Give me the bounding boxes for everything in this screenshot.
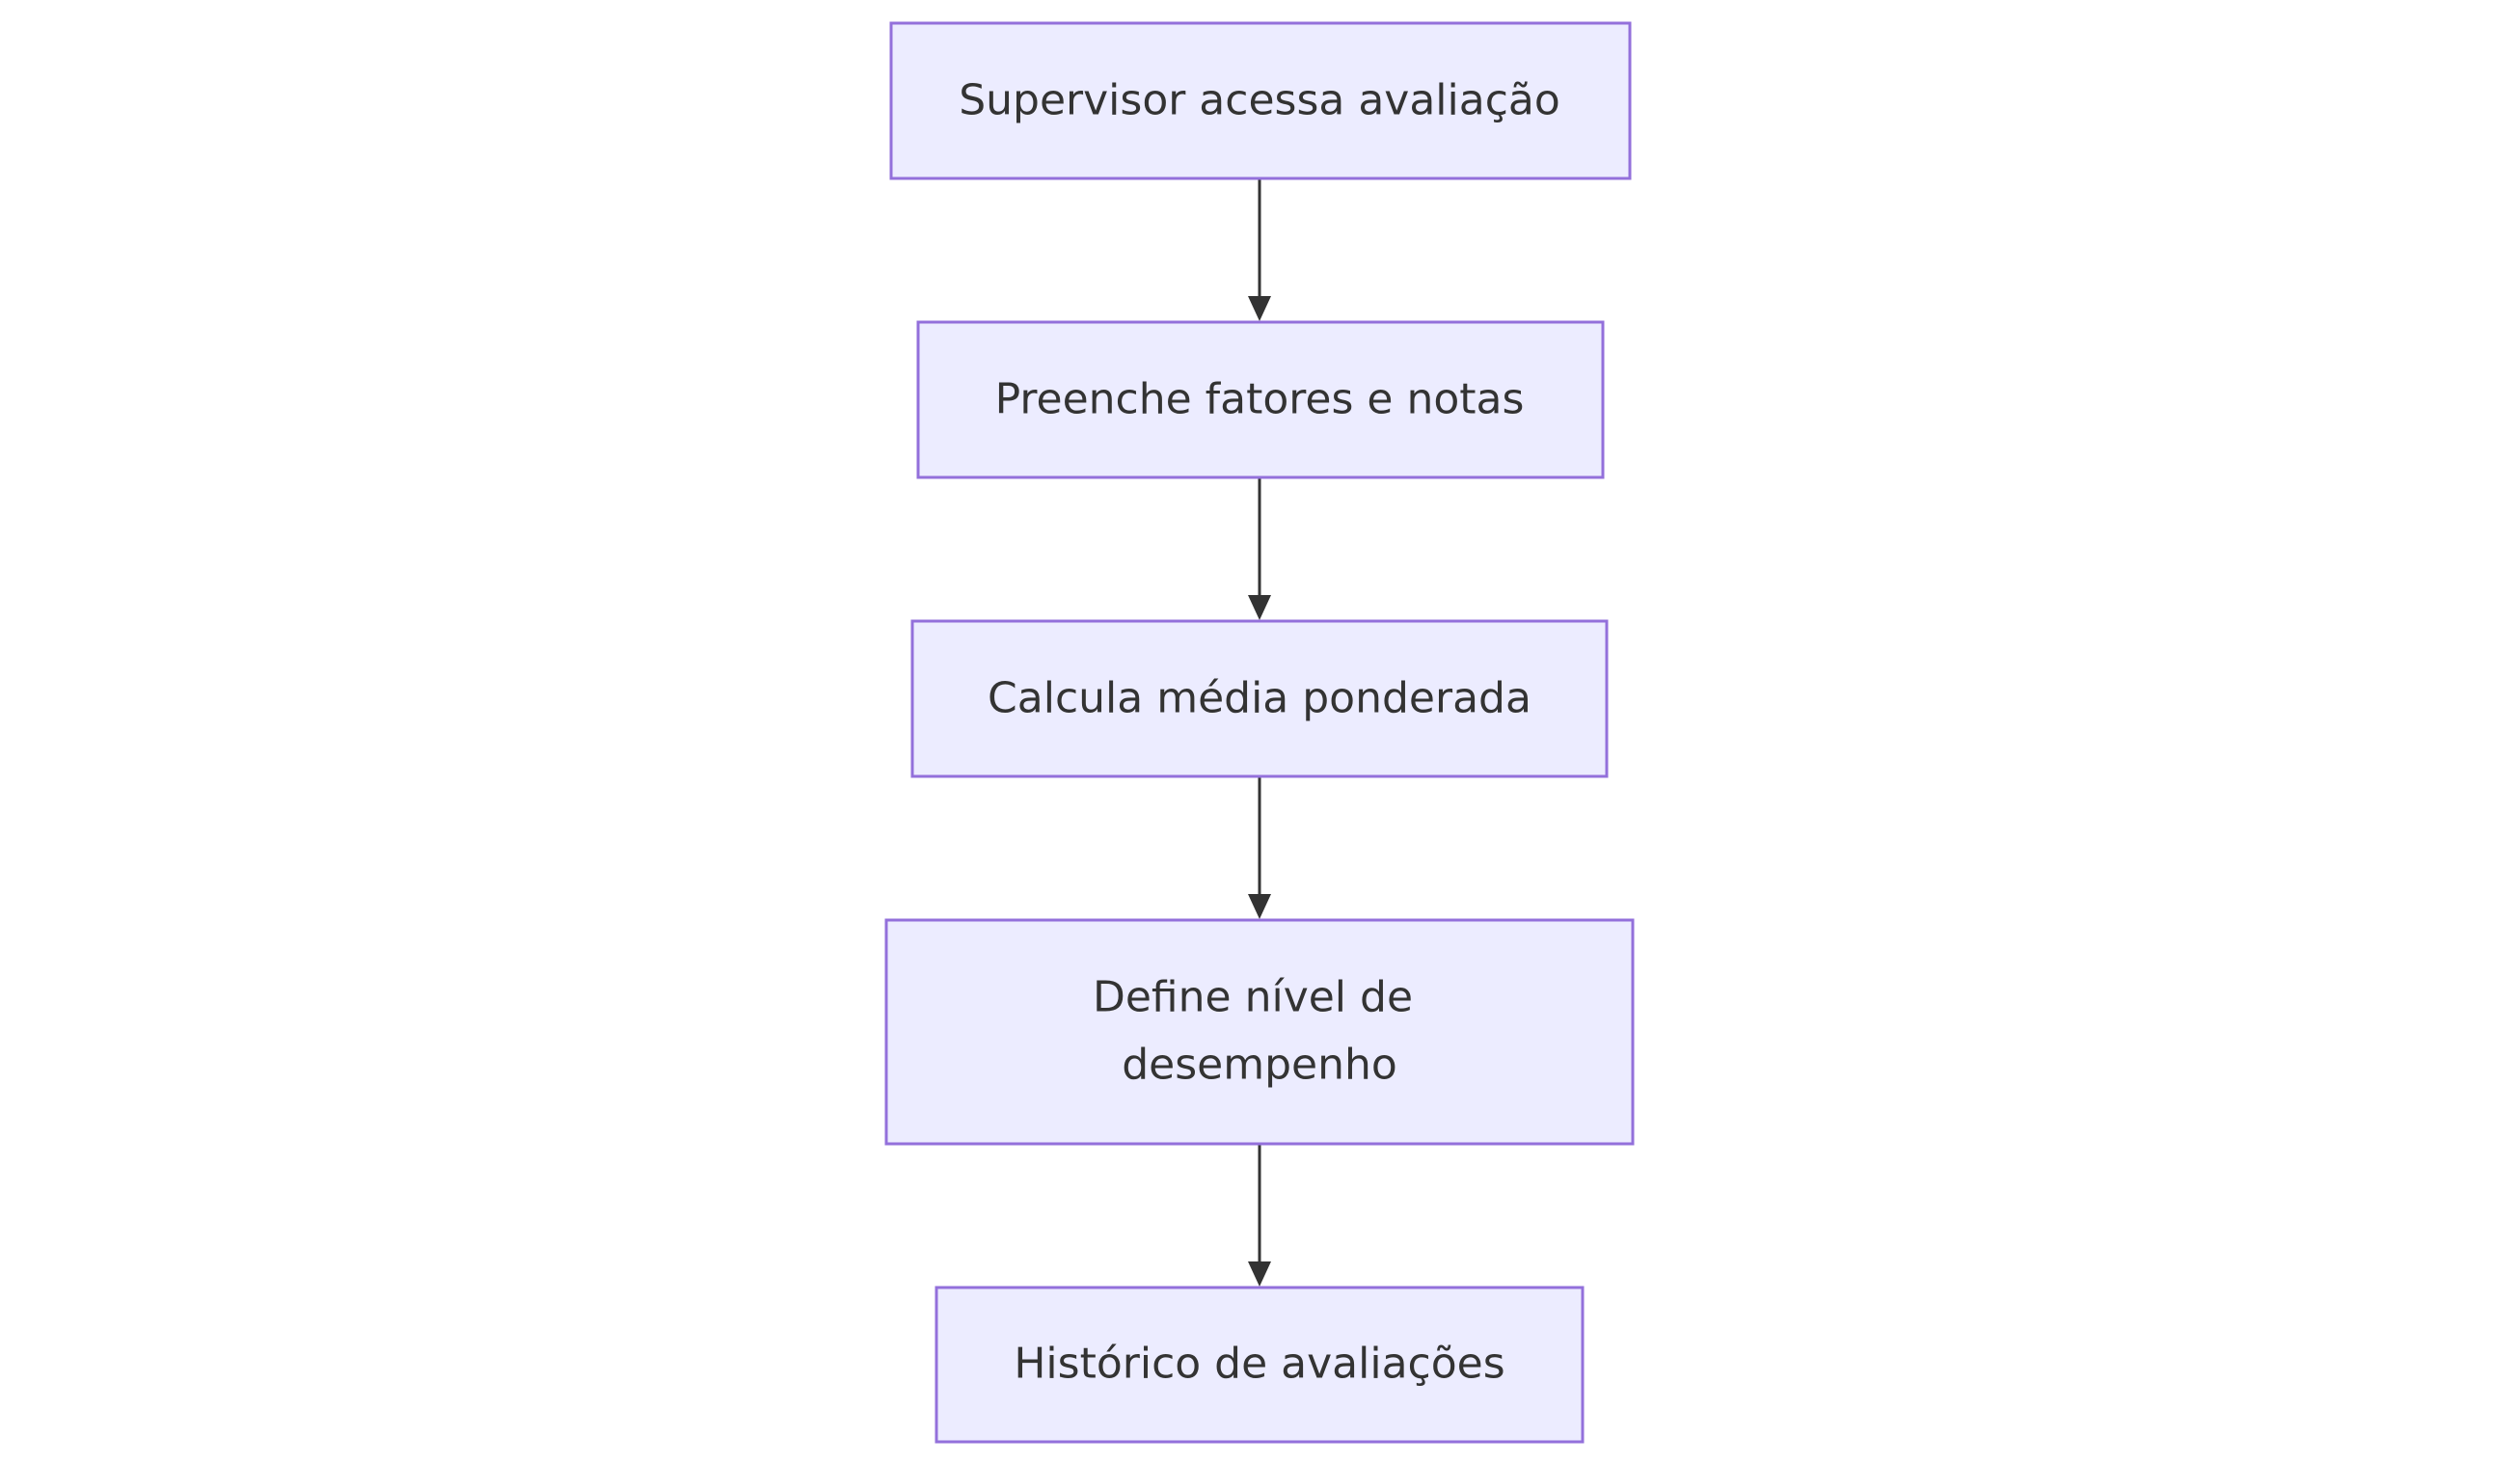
- node-label-line-2: desempenho: [1122, 1040, 1397, 1090]
- node-label: Supervisor acessa avaliação: [959, 75, 1560, 125]
- flow-node-supervisor-acessa: [891, 23, 1630, 178]
- edge-n2-n3: [1248, 477, 1271, 620]
- arrowhead-icon: [1248, 595, 1271, 620]
- arrowhead-icon: [1248, 894, 1271, 919]
- flow-node-historico: [936, 1288, 1583, 1442]
- flow-node-define-nivel: [886, 920, 1633, 1144]
- node-label-line-1: Define nível de: [1092, 972, 1414, 1022]
- edge-n4-n5: [1248, 1144, 1271, 1287]
- arrowhead-icon: [1248, 296, 1271, 321]
- edge-n3-n4: [1248, 776, 1271, 919]
- node-box: [886, 920, 1633, 1144]
- flow-node-preenche-fatores: [918, 322, 1603, 477]
- flow-node-calcula-media: [912, 621, 1607, 776]
- arrowhead-icon: [1248, 1261, 1271, 1287]
- node-label: Histórico de avaliações: [1014, 1339, 1505, 1389]
- node-label: Preenche fatores e notas: [994, 374, 1525, 424]
- node-label: Calcula média ponderada: [988, 673, 1531, 723]
- edge-n1-n2: [1248, 178, 1271, 321]
